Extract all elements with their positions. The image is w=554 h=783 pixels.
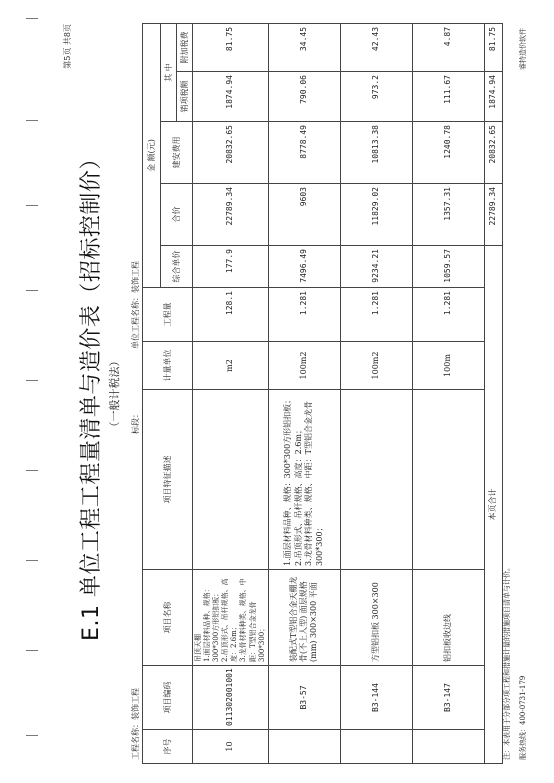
cell-total: 22789.34 xyxy=(193,184,269,246)
cell-surcharge: 34.45 xyxy=(268,23,340,71)
cell-surcharge: 81.75 xyxy=(193,23,269,71)
header-total: 合价 xyxy=(161,184,193,246)
page-number: 第5页 共8页 xyxy=(63,24,72,69)
header-seq: 序号 xyxy=(143,730,193,764)
cell-quantity: 1.281 xyxy=(268,288,340,342)
header-unit: 计量单位 xyxy=(143,342,193,390)
header-quantity: 工程量 xyxy=(143,288,193,342)
page-subtitle: （一般计税法） xyxy=(108,355,121,433)
header-name: 项目名称 xyxy=(143,570,193,666)
cell-seq xyxy=(412,730,484,764)
cell-unit: 100m2 xyxy=(340,342,412,390)
table-row xyxy=(268,23,340,763)
footnote: 注：本表用于分部分项工程和措施计量的措施项目清单与计价。 xyxy=(503,564,511,760)
cell-unit: 100m2 xyxy=(268,342,340,390)
header-sales-tax: 销项税额 xyxy=(177,72,193,122)
cell-sales-tax: 973.2 xyxy=(340,72,412,122)
subtotal-surcharge: 81.75 xyxy=(484,23,502,71)
cell-seq xyxy=(268,730,340,764)
subtotal-sales-tax: 1874.94 xyxy=(484,72,502,122)
subtotal-total: 22789.34 xyxy=(484,184,502,246)
cell-name: 方型铝扣板 300×300 xyxy=(340,570,412,666)
header-feature: 项目特征描述 xyxy=(143,390,193,570)
table-row xyxy=(193,23,269,763)
cell-seq xyxy=(340,730,412,764)
cell-code: 011302001001 xyxy=(193,666,269,730)
cell-install-fee: 1240.78 xyxy=(412,122,484,184)
cell-quantity: 128.1 xyxy=(193,288,269,342)
service-hotline: 服务热线：400-0731-179 xyxy=(519,675,527,760)
unit-project-name: 单位工程名称：装饰工程 xyxy=(131,261,140,349)
cell-surcharge: 4.87 xyxy=(412,23,484,71)
cell-name: 吊顶天棚 1.面层材料品种、规格：300*300方形铝扣板； 2.吊顶形式、吊杆规格、高度：2.6m； 3.龙骨材料种类、规格、中距：T型铝合金龙骨300*300； xyxy=(193,570,269,666)
cell-total: 9603 xyxy=(268,184,340,246)
table-row xyxy=(340,23,412,763)
cell-sales-tax: 790.06 xyxy=(268,72,340,122)
bill-of-quantities-table xyxy=(142,23,503,764)
cell-sales-tax: 1874.94 xyxy=(193,72,269,122)
cell-code: B3-144 xyxy=(340,666,412,730)
software-name: 睿特造价软件 xyxy=(519,28,527,70)
cell-seq: 10 xyxy=(193,730,269,764)
cell-unit-price: 9234.21 xyxy=(340,246,412,288)
header-surcharge: 附加税费 xyxy=(177,23,193,71)
cell-quantity: 1.281 xyxy=(412,288,484,342)
cell-unit: 100m xyxy=(412,342,484,390)
cell-surcharge: 42.43 xyxy=(340,23,412,71)
cell-feature xyxy=(193,390,269,570)
subtotal-install-fee: 20832.65 xyxy=(484,122,502,184)
cell-install-fee: 8778.49 xyxy=(268,122,340,184)
header-install-fee: 建安费用 xyxy=(161,122,193,184)
header-unit-price: 综合单价 xyxy=(161,246,193,288)
cell-feature: 1.面层材料品种、规格：300*300方形铝扣板； 2.吊顶形式、吊杆规格、高度：2.6m； 3.龙骨材料种类、规格、中距：T型铝合金龙骨300*300； xyxy=(268,390,340,570)
cell-quantity: 1.281 xyxy=(340,288,412,342)
cell-unit-price: 177.9 xyxy=(193,246,269,288)
cell-name: 铝扣板收边线 xyxy=(412,570,484,666)
header-amount: 金 额(元) xyxy=(143,23,161,287)
cell-total: 1357.31 xyxy=(412,184,484,246)
cell-feature xyxy=(412,390,484,570)
cell-feature xyxy=(340,390,412,570)
subtotal-label: 本页合计 xyxy=(484,246,502,764)
rotated-sheet xyxy=(12,14,532,774)
header-code: 项目编码 xyxy=(143,666,193,730)
cell-sales-tax: 111.67 xyxy=(412,72,484,122)
cell-install-fee: 20832.65 xyxy=(193,122,269,184)
cell-install-fee: 10813.38 xyxy=(340,122,412,184)
cell-unit: m2 xyxy=(193,342,269,390)
page-title: E.1 单位工程工程量清单与造价表（招标控制价） xyxy=(79,147,104,641)
bid-section: 标段： xyxy=(131,410,140,434)
project-name: 工程名称：装饰工程 xyxy=(131,688,140,760)
table-row xyxy=(412,23,484,763)
header-among: 其 中 xyxy=(161,23,177,121)
cell-code: B3-57 xyxy=(268,666,340,730)
cell-unit-price: 7496.49 xyxy=(268,246,340,288)
cell-name: 装配式T型铝合金天棚龙骨(不上人型) 面层规格(mm) 300×300 平面 xyxy=(268,570,340,666)
cell-unit-price: 1059.57 xyxy=(412,246,484,288)
cell-code: B3-147 xyxy=(412,666,484,730)
subtotal-row xyxy=(484,23,502,763)
cell-total: 11829.02 xyxy=(340,184,412,246)
